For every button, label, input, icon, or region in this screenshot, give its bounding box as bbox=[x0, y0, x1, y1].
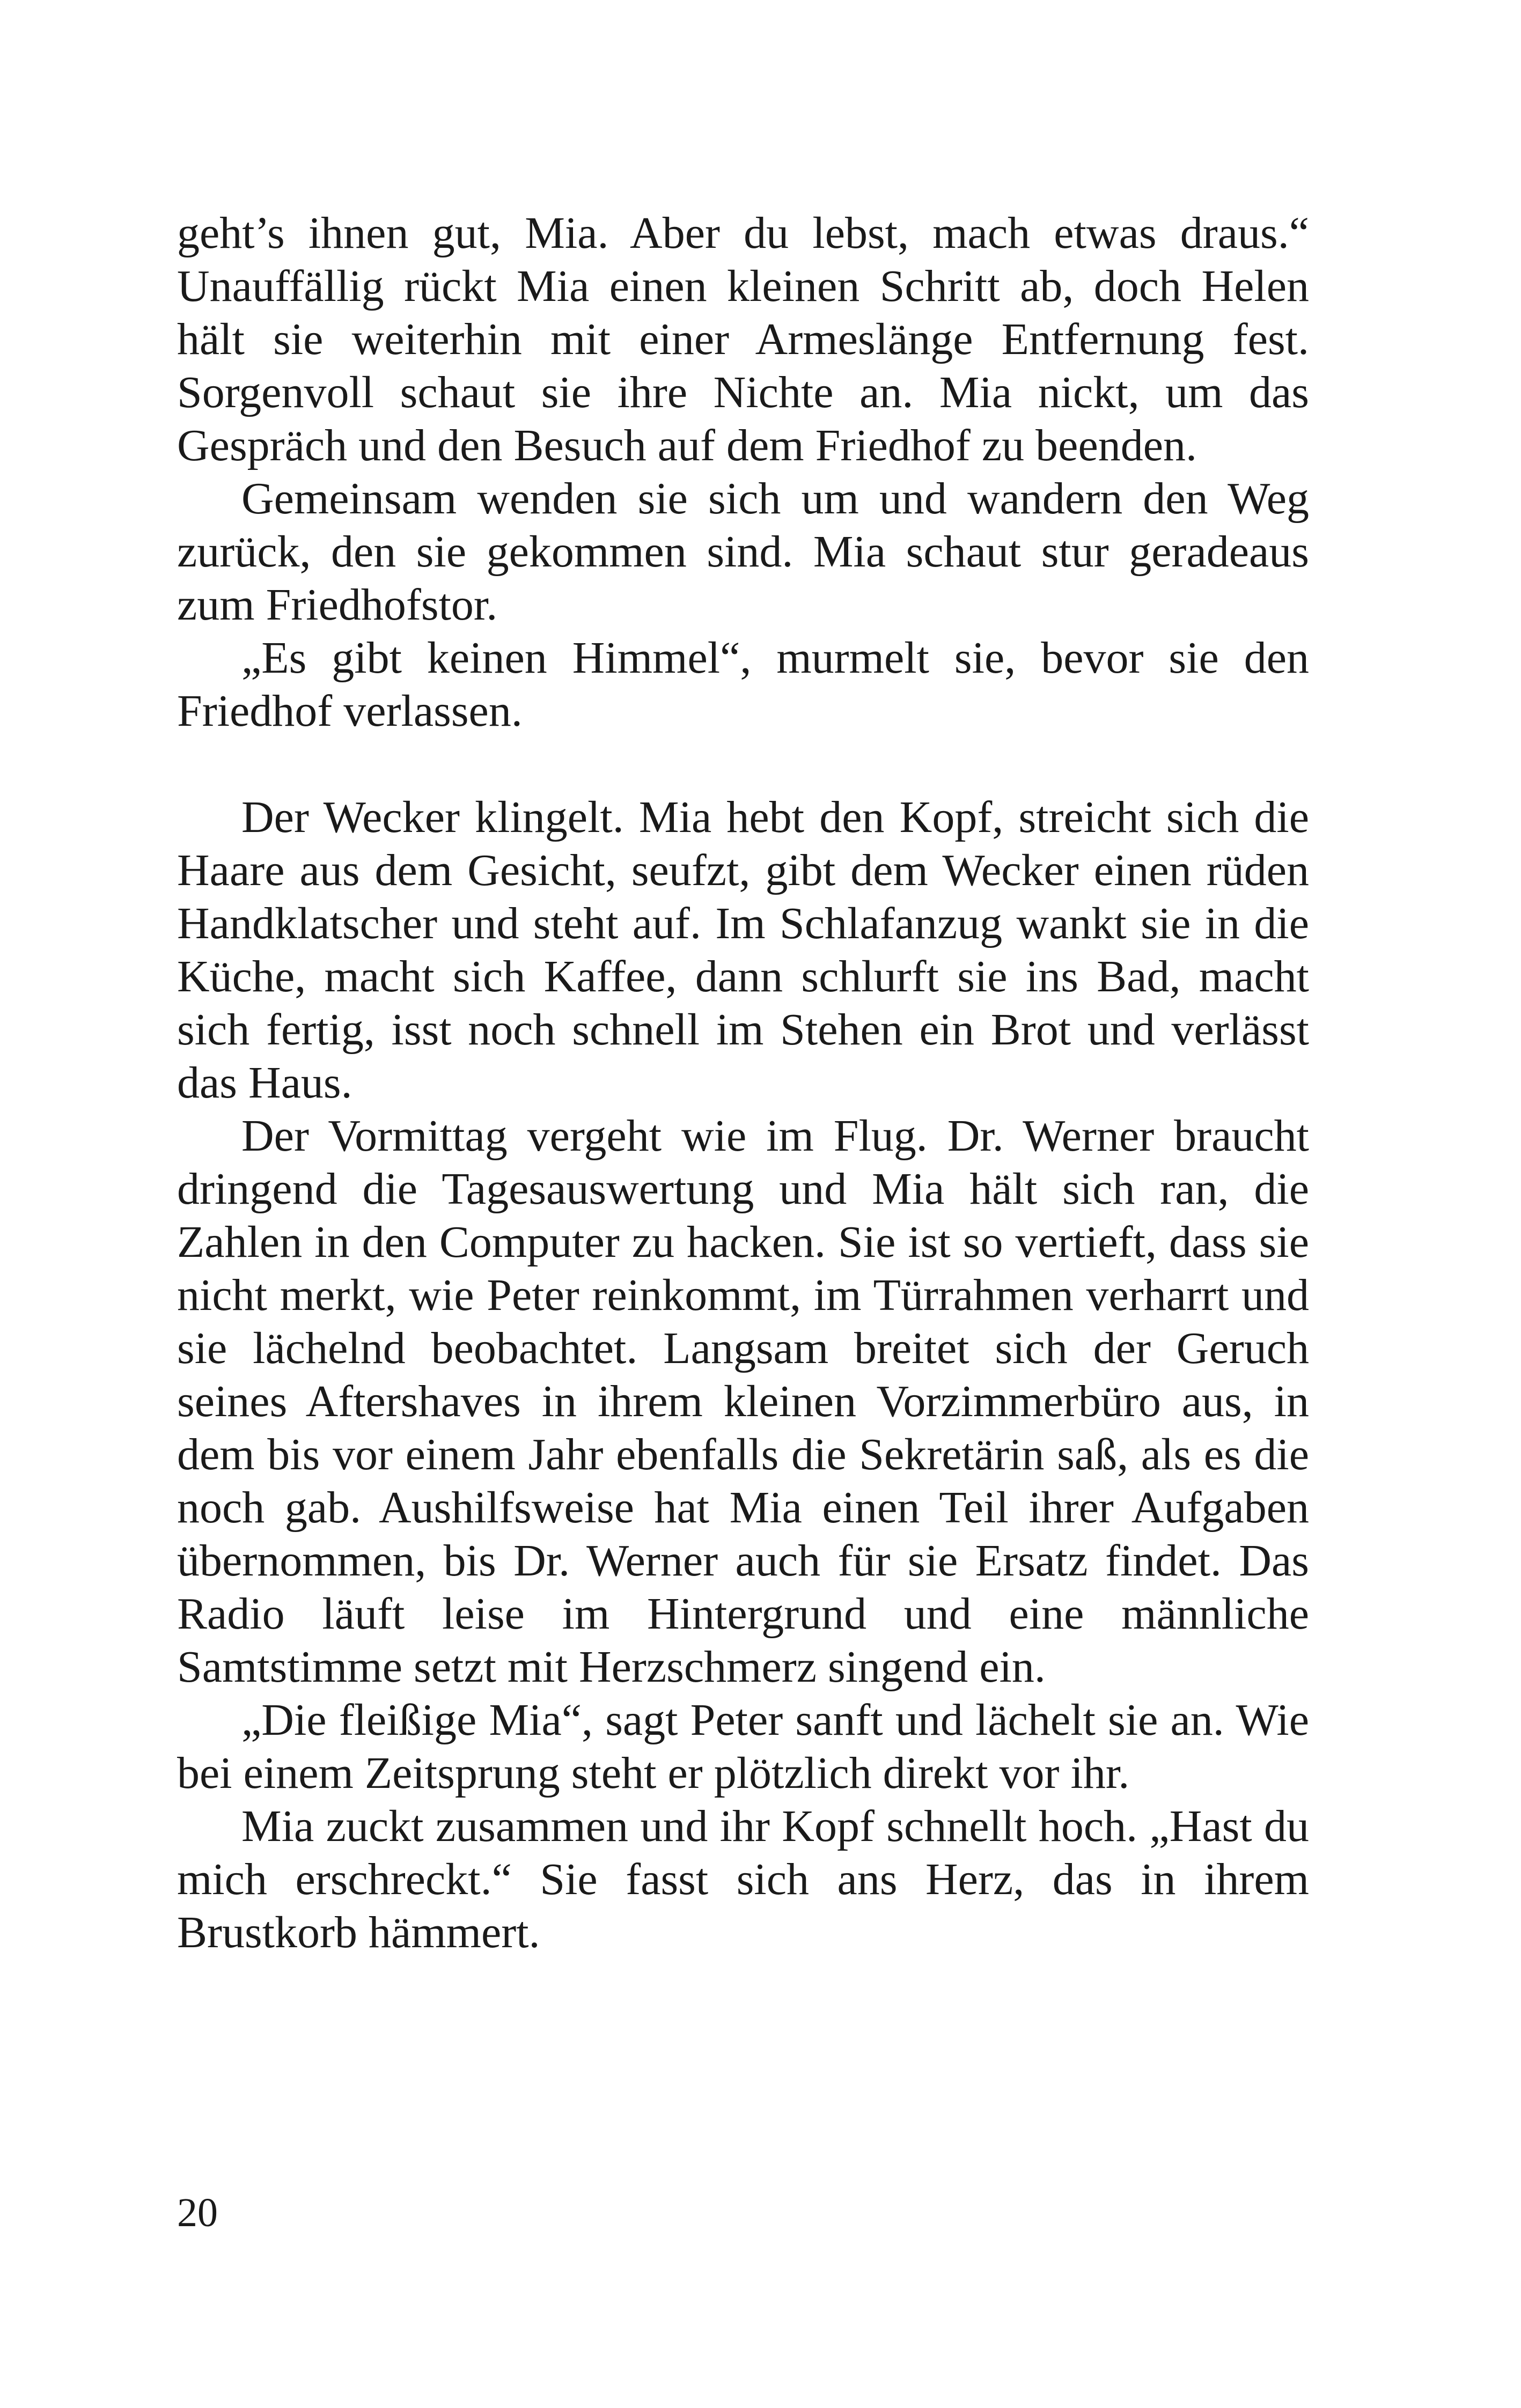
paragraph: „Es gibt keinen Himmel“, murmelt sie, bevor sie den Friedhof verlassen. bbox=[177, 633, 1309, 736]
page-number: 20 bbox=[177, 2190, 218, 2235]
body-text bbox=[177, 207, 1309, 1959]
paragraph-continuation: geht’s ihnen gut, Mia. Aber du lebst, mach etwas draus.“ Unauffällig rückt Mia einen kleinen Schritt ab, doch Helen hält sie weiterhin mit einer Armeslänge Entfernung fest. Sorgenvoll schaut sie ihre Nichte an. Mia nickt, um das Gespräch und den Besuch auf dem Friedhof zu beenden. bbox=[177, 208, 1309, 470]
paragraph: „Die fleißige Mia“, sagt Peter sanft und lächelt sie an. Wie bei einem Zeitsprung steht er plötzlich direkt vor ihr. bbox=[177, 1695, 1309, 1798]
paragraph: Der Vormittag vergeht wie im Flug. Dr. Werner braucht dringend die Tagesauswertung und Mia hält sich ran, die Zahlen in den Computer zu hacken. Sie ist so vertieft, dass sie nicht merkt, wie Peter reinkommt, im Türrahmen verharrt und sie lächelnd beobachtet. Langsam breitet sich der Geruch seines Aftershaves in ihrem kleinen Vorzimmerbüro aus, in dem bis vor einem Jahr ebenfalls die Sekretärin saß, als es die noch gab. Aushilfsweise hat Mia einen Teil ihrer Aufgaben übernommen, bis Dr. Werner auch für sie Ersatz findet. Das Radio läuft leise im Hintergrund und eine männliche Samtstimme setzt mit Herzschmerz singend ein. bbox=[177, 1111, 1309, 1692]
paragraph-section-start: Der Wecker klingelt. Mia hebt den Kopf, streicht sich die Haare aus dem Gesicht, seufzt, gibt dem Wecker einen rüden Handklatscher und steht auf. Im Schlafanzug wankt sie in die Küche, macht sich Kaffee, dann schlurft sie ins Bad, macht sich fertig, isst noch schnell im Stehen ein Brot und verlässt das Haus. bbox=[177, 792, 1309, 1108]
paragraph: Mia zuckt zusammen und ihr Kopf schnellt hoch. „Hast du mich erschreckt.“ Sie fasst sich ans Herz, das in ihrem Brustkorb hämmert. bbox=[177, 1801, 1309, 1957]
paragraph: Gemeinsam wenden sie sich um und wandern den Weg zurück, den sie gekommen sind. Mia schaut stur geradeaus zum Friedhofstor. bbox=[177, 474, 1309, 630]
